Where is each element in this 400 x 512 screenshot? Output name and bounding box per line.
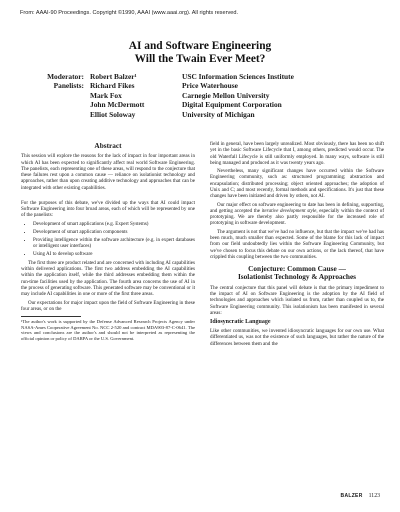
body-paragraph: For the purposes of this debate, we've divided up the ways that AI could impact Software Engineering into four broad areas, each of which will be represented by one of the panelists: bbox=[21, 199, 195, 219]
author-role: Panelists: bbox=[53, 81, 84, 91]
page-number: 1123 bbox=[368, 493, 380, 499]
impact-area-list bbox=[21, 221, 195, 257]
author-name: Mark Fox bbox=[90, 90, 122, 100]
author-row bbox=[28, 110, 388, 119]
author-affiliation: Carnegie Mellon University bbox=[182, 90, 270, 100]
section-heading-line-1: Conjecture: Common Cause — bbox=[248, 264, 346, 274]
subsection-heading: Idiosyncratic Language bbox=[210, 319, 271, 326]
title-line-2: Will the Twain Ever Meet? bbox=[134, 53, 266, 65]
title-line-1: AI and Software Engineering bbox=[128, 40, 272, 52]
author-affiliation: Digital Equipment Corporation bbox=[182, 100, 282, 110]
author-list bbox=[28, 72, 388, 119]
author-row bbox=[28, 72, 388, 81]
list-item: • Development of smart application components bbox=[33, 229, 195, 235]
abstract-heading: Abstract bbox=[94, 141, 122, 150]
body-paragraph: field in general, have been largely unrealized. Most obviously, there has been no shift yet in the basic Software Lifecycle that I, among others, predicted would occur. The old Waterfall Lifecycle is still uniformly employed. In many ways, software is still being managed and produced as it was twenty years ago. bbox=[210, 141, 384, 166]
body-paragraph: The first three are product related and are concerned with including AI capabilities within delivered applications. The first two address embedding the AI capabilities within the application itself, while the third addresses embedding them within the run-time facilities used by the application. The fourth area concerns the use of AI in the process of generating software. This generated software may be conventional or it may include AI capabilities in one or more of the first three areas. bbox=[21, 259, 195, 298]
author-name: Elliot Soloway bbox=[90, 109, 136, 119]
footnote: ¹The author's work is supported by the Defense Advanced Research Projects Agency under NASA-Ames Cooperative Agreement No. NCC 2-520 and contract MDA903-87-C-0641. The views and conclusions are the author's and should not be interpreted as representing the official opinion or policy of DARPA or the U.S. Government. bbox=[21, 319, 195, 341]
author-name: John McDermott bbox=[90, 100, 145, 110]
body-paragraph: Nevertheless, many significant changes have occurred within the Software Engineering community, such as: structured programming; abstraction and encapsulation; distributed processing; object oriented approaches; the adoption of Unix and C; and most recently, formal methods and specifications. It's just that these changes have been initiated and driven by others, not AI. bbox=[210, 168, 384, 200]
body-paragraph: The argument is not that we've had no influence, but that the impact we've had has been much, much smaller than expected. Some of the blame for this lack of impact from our field undoubtedly lies within the Software Engineering Community, but we've chosen to focus this debate on our own actions, or the lack thereof, that have crippled this coupling between the two communities. bbox=[210, 228, 384, 260]
running-author: BALZER bbox=[340, 493, 363, 499]
list-item: • Providing intelligence within the software architecture (e.g. in expert databases or intelligent user interfaces) bbox=[33, 237, 195, 250]
author-row bbox=[28, 81, 388, 90]
author-affiliation: Price Waterhouse bbox=[182, 81, 238, 91]
body-paragraph: Our expectations for major impact upon the field of Software Engineering in these four areas, or on the bbox=[21, 299, 195, 312]
author-affiliation: University of Michigan bbox=[182, 109, 255, 119]
author-role bbox=[28, 110, 90, 119]
page-footer bbox=[341, 493, 380, 499]
author-affiliation: USC Information Sciences Institute bbox=[182, 72, 294, 81]
list-item: • Development of smart applications (e.g. Expert Systems) bbox=[33, 221, 195, 227]
left-column bbox=[21, 142, 195, 341]
footnote-divider bbox=[21, 316, 81, 317]
body-paragraph bbox=[210, 202, 384, 227]
source-line: From: AAAI-90 Proceedings. Copyright ©1990, AAAI (www.aaai.org). All rights reserved. bbox=[20, 10, 239, 16]
author-role: Moderator: bbox=[47, 72, 84, 81]
author-role bbox=[28, 91, 90, 100]
author-role bbox=[28, 100, 90, 109]
abstract-paragraph: This session will explore the reasons for the lack of impact in four important areas in which AI has been expected to significantly affect real world Software Engineering. The panelists, each representing one of these areas, will respond to the conjecture that these failures rest upon a common cause — reliance on isolationist technology and approaches, rather than upon creating additive technology and approaches that can be integrated with other existing capabilities. bbox=[21, 153, 195, 191]
author-row bbox=[28, 91, 388, 100]
author-name: Robert Balzer¹ bbox=[90, 72, 137, 81]
emphasis-text: iterative development style bbox=[261, 207, 317, 214]
author-row bbox=[28, 100, 388, 109]
section-heading-line-2: Isolationist Technology & Approaches bbox=[237, 272, 357, 282]
text-run: , especially within the context of prototyping. We are thereby also partly responsible for the increased role of prototyping in software development. bbox=[210, 207, 385, 227]
body-paragraph: The central conjecture that this panel will debate is that the primary impediment to the impact of AI on Software Engineering is the adoption by the AI field of technologies and approaches which isolated us from, rather than coupled us to, the Software Engineering community. This isolationism has been manifested in several areas: bbox=[210, 284, 384, 316]
author-name: Richard Fikes bbox=[90, 81, 135, 91]
list-item: • Using AI to develop software bbox=[33, 251, 195, 257]
text-run: Our major effect on software engineering to date has been in defining, supporting, and getting accepted the bbox=[210, 201, 384, 214]
body-paragraph: Like other communities, we invented idiosyncratic languages for our own use. What differentiated us, was not the existence of such languages, but rather the nature of the differences between them and the bbox=[210, 328, 384, 347]
right-column bbox=[210, 141, 384, 349]
